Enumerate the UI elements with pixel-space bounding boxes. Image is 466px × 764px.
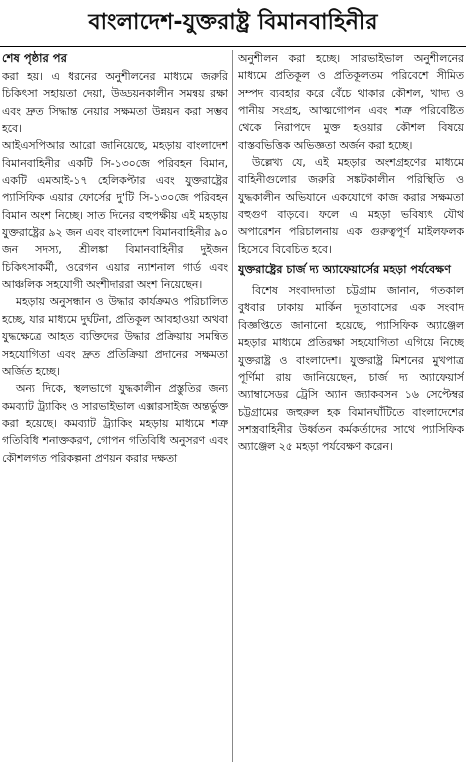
- paragraph: বিশেষ সংবাদদাতা চট্টগ্রাম জানান, গতকাল বুধবার ঢাকায় মার্কিন দূতাবাসের এক সংবাদ বিজ্ঞপ্তিতে জানানো হয়েছে, প্যাসিফিক অ্যাঞ্জেল মহড়ার মাধ্যমে প্রতিরক্ষা সহযোগিতা এগিয়ে নিচ্ছে যুক্তরাষ্ট্র ও বাংলাদেশ। যুক্তরাষ্ট্র মিশনের মুখপাত্র পূর্ণিমা রায় জানিয়েছেন, চার্জ দ্য অ্যাফেয়ার্স অ্যাম্বাসেডর ট্রেসি অ্যান জ্যাকবসন ১৬ সেপ্টেম্বর চট্টগ্রামের জহুরুল হক বিমানঘাঁটিতে বাংলাদেশের সশস্ত্রবাহিনীর উর্ধ্বতন কর্মকর্তাদের সাথে প্যাসিফিক অ্যাঞ্জেল ২৫ মহড়া পর্যবেক্ষণ করেন।: [238, 284, 464, 454]
- right-column: [238, 50, 464, 762]
- subheading: যুক্তরাষ্ট্রের চার্জ দ্য অ্যাফেয়ার্সের মহড়া পর্যবেক্ষণ: [238, 263, 452, 277]
- paragraph: অনুশীলন করা হচ্ছে। সারভাইভাল অনুশীলনের মাধ্যমে প্রতিকূল ও প্রতিকূলতম পরিবেশে সীমিত সম্পদ ব্যবহার করে বেঁচে থাকার কৌশল, খাদ্য ও পানীয় সংগ্রহ, আত্মগোপন এবং শত্রু পরিবেষ্টিত থেকে নিরাপদে মুক্ত হওয়ার কৌশল বিষয়ে বাস্তবভিত্তিক অভিজ্ঞতা অর্জন করা হচ্ছে।: [238, 52, 464, 152]
- paragraph: আইএসপিআর আরো জানিয়েছে, মহড়ায় বাংলাদেশ বিমানবাহিনীর একটি সি-১৩০জে পরিবহন বিমান, একটি এমআই-১৭ হেলিকপ্টার এবং যুক্তরাষ্ট্রের প্যাসিফিক এয়ার ফোর্সের দু'টি সি-১৩০জে পরিবহন বিমান অংশ নিচ্ছে। সাত দিনের বহুপক্ষীয় এই মহড়ায় যুক্তরাষ্ট্রের ৯২ জন এবং বাংলাদেশ বিমানবাহিনীর ৯০ জন সদস্য, শ্রীলঙ্কা বিমানবাহিনীর দুইজন চিকিৎসাকর্মী, ওরেগন এয়ার ন্যাশনাল গার্ড এবং আঞ্চলিক সহযোগী অংশীদাররা অংশ নিয়েছেন।: [2, 139, 228, 292]
- paragraph: উল্লেখ্য যে, এই মহড়ার অংশগ্রহণের মাধ্যমে বাহিনীগুলোর জরুরি সঙ্কটকালীন পরিস্থিতি ও যুদ্ধকালীন অভিযানে একযোগে কাজ করার সক্ষমতা বহুগুণ বাড়বে। ফলে এ মহড়া ভবিষ্যৎ যৌথ অপারেশন পরিচালনায় এক গুরুত্বপূর্ণ মাইলফলক হিসেবে বিবেচিত হবে।: [238, 156, 464, 256]
- paragraph: অন্য দিকে, স্থলভাগে যুদ্ধকালীন প্রস্তুতির জন্য কমব্যাট ট্র্যাকিং ও সারভাইভাল এক্সারসাইজ অন্তর্ভুক্ত করা হয়েছে। কমব্যাট ট্র্যাকিং মহড়ায় মাধ্যমে শত্রু গতিবিধি শনাক্তকরণ, গোপন গতিবিধি অনুসরণ এবং কৌশলগত পরিকল্পনা প্রণয়ন করার দক্ষতা: [2, 382, 228, 465]
- headline: বাংলাদেশ-যুক্তরাষ্ট্র বিমানবাহিনীর: [88, 10, 378, 35]
- paragraph: করা হয়। এ ধরনের অনুশীলনের মাধ্যমে জরুরি চিকিৎসা সহায়তা দেয়া, উড্ডয়নকালীন সমন্বয় রক্ষা এবং দ্রুত সিদ্ধান্ত নেয়ার সক্ষমতা উন্নয়ন করা সম্ভব হবে।: [2, 70, 228, 136]
- headline-rule: [0, 46, 466, 47]
- left-column: [2, 50, 228, 762]
- paragraph: মহড়ায় অনুসন্ধান ও উদ্ধার কার্যক্রমও পরিচালিত হচ্ছে, যার মাধ্যমে দুর্ঘটনা, প্রতিকূল আবহাওয়া অথবা যুদ্ধক্ষেত্রে আহত ব্যক্তিদের উদ্ধার প্রক্রিয়ায় সমন্বিত সহযোগিতা এবং দ্রুত প্রতিক্রিয়া প্রদানের সক্ষমতা অর্জিত হচ্ছে।: [2, 295, 228, 378]
- column-divider: [232, 50, 233, 762]
- continued-label: শেষ পৃষ্ঠার পর: [2, 51, 67, 65]
